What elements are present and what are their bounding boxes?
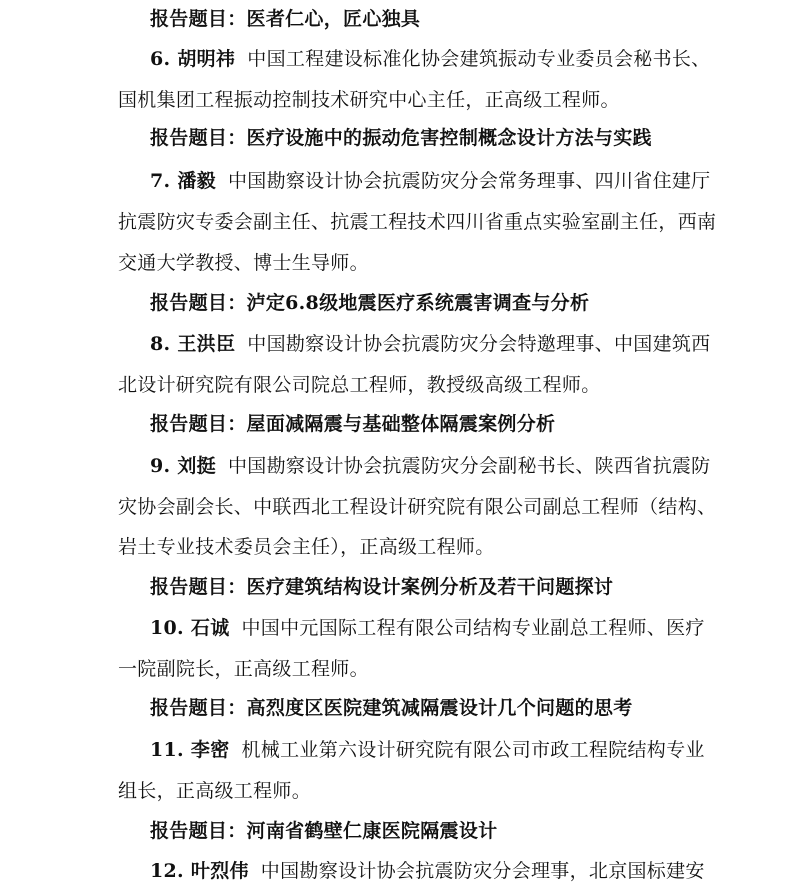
speaker-number: 8. [150, 333, 171, 355]
body-line [0, 371, 804, 399]
speaker-line [0, 736, 804, 764]
speaker-number: 7. [150, 170, 171, 192]
report-topic-title: 高烈度区医院建筑减隔震设计几个问题的思考 [246, 697, 633, 719]
speaker-bio: 中国勘察设计协会抗震防灾分会常务理事、四川省住建厅 [227, 170, 711, 192]
speaker-number: 6. [150, 48, 171, 70]
report-topic-label: 报告题目： [150, 820, 247, 842]
speaker-name: 李密 [190, 739, 230, 761]
report-topic-label: 报告题目： [150, 697, 247, 719]
report-topic-line [0, 289, 804, 317]
report-topic-line [0, 817, 804, 845]
body-text: 北设计研究院有限公司院总工程师，教授级高级工程师。 [118, 374, 601, 396]
speaker-name: 潘毅 [177, 170, 216, 192]
body-text: 抗震防灾专委会副主任、抗震工程技术四川省重点实验室副主任，西南 [118, 211, 717, 233]
speaker-number: 10. [150, 617, 184, 639]
report-topic-line [0, 124, 804, 152]
speaker-bio: 机械工业第六设计研究院有限公司市政工程院结构专业 [241, 739, 705, 761]
speaker-heading [150, 617, 230, 639]
speaker-line [0, 167, 804, 195]
body-line [0, 493, 804, 521]
speaker-line [0, 857, 804, 885]
report-topic-label: 报告题目： [150, 8, 247, 30]
report-topic-line [0, 5, 804, 33]
speaker-heading [150, 170, 216, 192]
body-line [0, 777, 804, 805]
report-topic-line [0, 573, 804, 601]
report-topic-line [0, 694, 804, 722]
speaker-name: 胡明祎 [177, 48, 236, 70]
speaker-heading [150, 455, 216, 477]
speaker-number: 12. [150, 860, 184, 882]
report-topic-title: 医疗设施中的振动危害控制概念设计方法与实践 [246, 127, 652, 149]
report-topic-label: 报告题目： [150, 576, 247, 598]
report-topic-label: 报告题目： [150, 413, 247, 435]
body-line [0, 533, 804, 561]
speaker-bio: 中国勘察设计协会抗震防灾分会副秘书长、陕西省抗震防 [227, 455, 711, 477]
report-topic-label: 报告题目： [150, 292, 247, 314]
report-topic-title: 医疗建筑结构设计案例分析及若干问题探讨 [246, 576, 614, 598]
body-line [0, 249, 804, 277]
speaker-name: 王洪臣 [177, 333, 236, 355]
body-text: 交通大学教授、博士生导师。 [118, 252, 369, 274]
speaker-number: 11. [150, 739, 184, 761]
body-text: 国机集团工程振动控制技术研究中心主任，正高级工程师。 [118, 89, 620, 111]
speaker-line [0, 45, 804, 73]
speaker-bio: 中国勘察设计协会抗震防灾分会特邀理事、中国建筑西 [247, 333, 711, 355]
speaker-heading [150, 860, 249, 882]
body-text: 一院副院长，正高级工程师。 [118, 658, 369, 680]
body-line [0, 86, 804, 114]
speaker-line [0, 614, 804, 642]
report-topic-label: 报告题目： [150, 127, 247, 149]
speaker-bio: 中国勘察设计协会抗震防灾分会理事，北京国标建安 [260, 860, 705, 882]
body-text: 岩土专业技术委员会主任），正高级工程师。 [118, 536, 495, 558]
body-text: 组长，正高级工程师。 [118, 780, 312, 802]
body-text: 灾协会副会长、中联西北工程设计研究院有限公司副总工程师（结构、 [118, 496, 717, 518]
speaker-name: 石诚 [190, 617, 230, 639]
speaker-name: 刘挺 [177, 455, 216, 477]
body-line [0, 208, 804, 236]
speaker-name: 叶烈伟 [190, 860, 249, 882]
report-topic-title: 泸定6.8级地震医疗系统震害调查与分析 [246, 292, 590, 314]
speaker-line [0, 452, 804, 480]
speaker-heading [150, 48, 235, 70]
report-topic-line [0, 410, 804, 438]
speaker-number: 9. [150, 455, 171, 477]
body-line [0, 655, 804, 683]
speaker-heading [150, 739, 230, 761]
speaker-line [0, 330, 804, 358]
speaker-heading [150, 333, 235, 355]
report-topic-title: 屋面减隔震与基础整体隔震案例分析 [246, 413, 556, 435]
report-topic-title: 医者仁心，匠心独具 [246, 8, 421, 30]
report-topic-title: 河南省鹤壁仁康医院隔震设计 [246, 820, 498, 842]
speaker-bio: 中国工程建设标准化协会建筑振动专业委员会秘书长、 [247, 48, 711, 70]
speaker-bio: 中国中元国际工程有限公司结构专业副总工程师、医疗 [241, 617, 705, 639]
